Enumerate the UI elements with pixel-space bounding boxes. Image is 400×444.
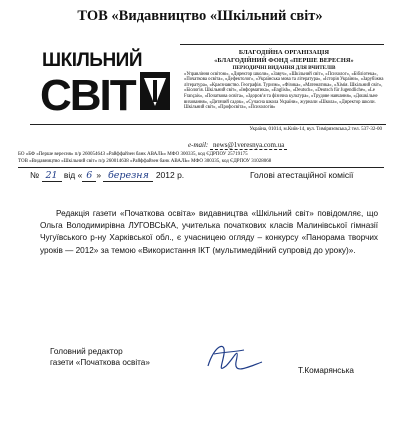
letter-number: 21 [42, 170, 62, 182]
email-label: e-mail: [188, 141, 209, 149]
periodicals-block [184, 66, 384, 111]
email-line [188, 141, 287, 149]
header-rule-middle [30, 124, 386, 125]
signer-title-line1: Головний редактор [50, 347, 123, 356]
signer-title-line2: газети «Початкова освіта» [50, 358, 150, 367]
letter-number-date: № 21 від « 6 » березня 2012 р. [30, 170, 185, 181]
letter-body: Редакція газети «Початкова освіта» видавництва «Шкільний світ» повідомляє, що Ольга Володимирівна ЛУГОВСЬКА, учителька початкових класів Малинівської гімназії Чугуївського р-ну Харківської обл., є учасницею огляду – конкурсу «Панорама творчих уроків — 2012» за темою «Використання ІКТ (мультимедійний супровід до уроку)». [40, 209, 378, 255]
svg-text:ШКІЛЬНИЙ: ШКІЛЬНИЙ [42, 50, 142, 71]
date-prefix: від « [63, 170, 83, 180]
number-label: № [30, 170, 40, 180]
addressee: Голові атестаційної комісії [250, 170, 354, 180]
header-rule-bottom [18, 167, 384, 168]
periodicals-list: «Управління освітою», «Директор школи», «Завуч», «Шкільний світ», «Психолог», «Бібліотека», «Початкова освіта», «Дефектолог», «Українська мова та література», «Історія України», «Зарубіжна література», «Краєзнавство. Географія. Туризм», «Фізика», «Математика», «Хімія. Шкільний світ», «Біологія. Шкільний світ», «Інформатика», «English», «Deutsch», «Deutsch für Jugendliche», «Le Français», «Початкова освіта», «Здоров’я та фізична культура», «Трудове навчання», «Дошкільне виховання», «Дитячий садок», «Сучасна школа України», журнали «Школа», «Директор школи. Шкільний світ», «Профосвіта», «Психологія» [184, 71, 384, 111]
letter-year: 2012 р. [155, 170, 185, 180]
bank-line-1: БО «БФ «Перше вересня» п/р 26005464З «Райффайзен банк АВАЛЬ» МФО 300335, код ЄДРПОУ 25719175 [18, 152, 248, 157]
letter-day: 6 [82, 170, 96, 182]
svg-text:СВІТ: СВІТ [40, 71, 135, 116]
letter-month: березня [103, 170, 153, 182]
email-link[interactable]: news@1veresnya.com.ua [210, 141, 287, 150]
org-name-line2: «БЛАГОДІЙНИЙ ФОНД «ПЕРШЕ ВЕРЕСНЯ» [214, 57, 354, 64]
periodicals-title: ПЕРІОДИЧНІ ВИДАННЯ ДЛЯ ВЧИТЕЛІВ [232, 65, 336, 71]
signer-title [50, 346, 150, 368]
bank-line-2: ТОВ «Видавництво «Шкільний світ» п/р 2600146З8 «Райффайзен банк АВАЛЬ» МФО 300335, код ЄДРПОУ 31028068 [18, 159, 272, 164]
handwritten-signature [200, 332, 270, 380]
company-logo [36, 44, 176, 116]
header-rule-top [180, 44, 384, 45]
signer-name: Т.Комарянська [298, 366, 354, 375]
address-line: Україна, 01014, м.Київ-14, вул. Тимірязєвська,2 тел. 537-32-00 [249, 127, 382, 132]
org-name-line1: БЛАГОДІЙНА ОРГАНІЗАЦІЯ [238, 49, 330, 56]
company-title: ТОВ «Видавництво «Шкільний світ» [77, 8, 323, 24]
